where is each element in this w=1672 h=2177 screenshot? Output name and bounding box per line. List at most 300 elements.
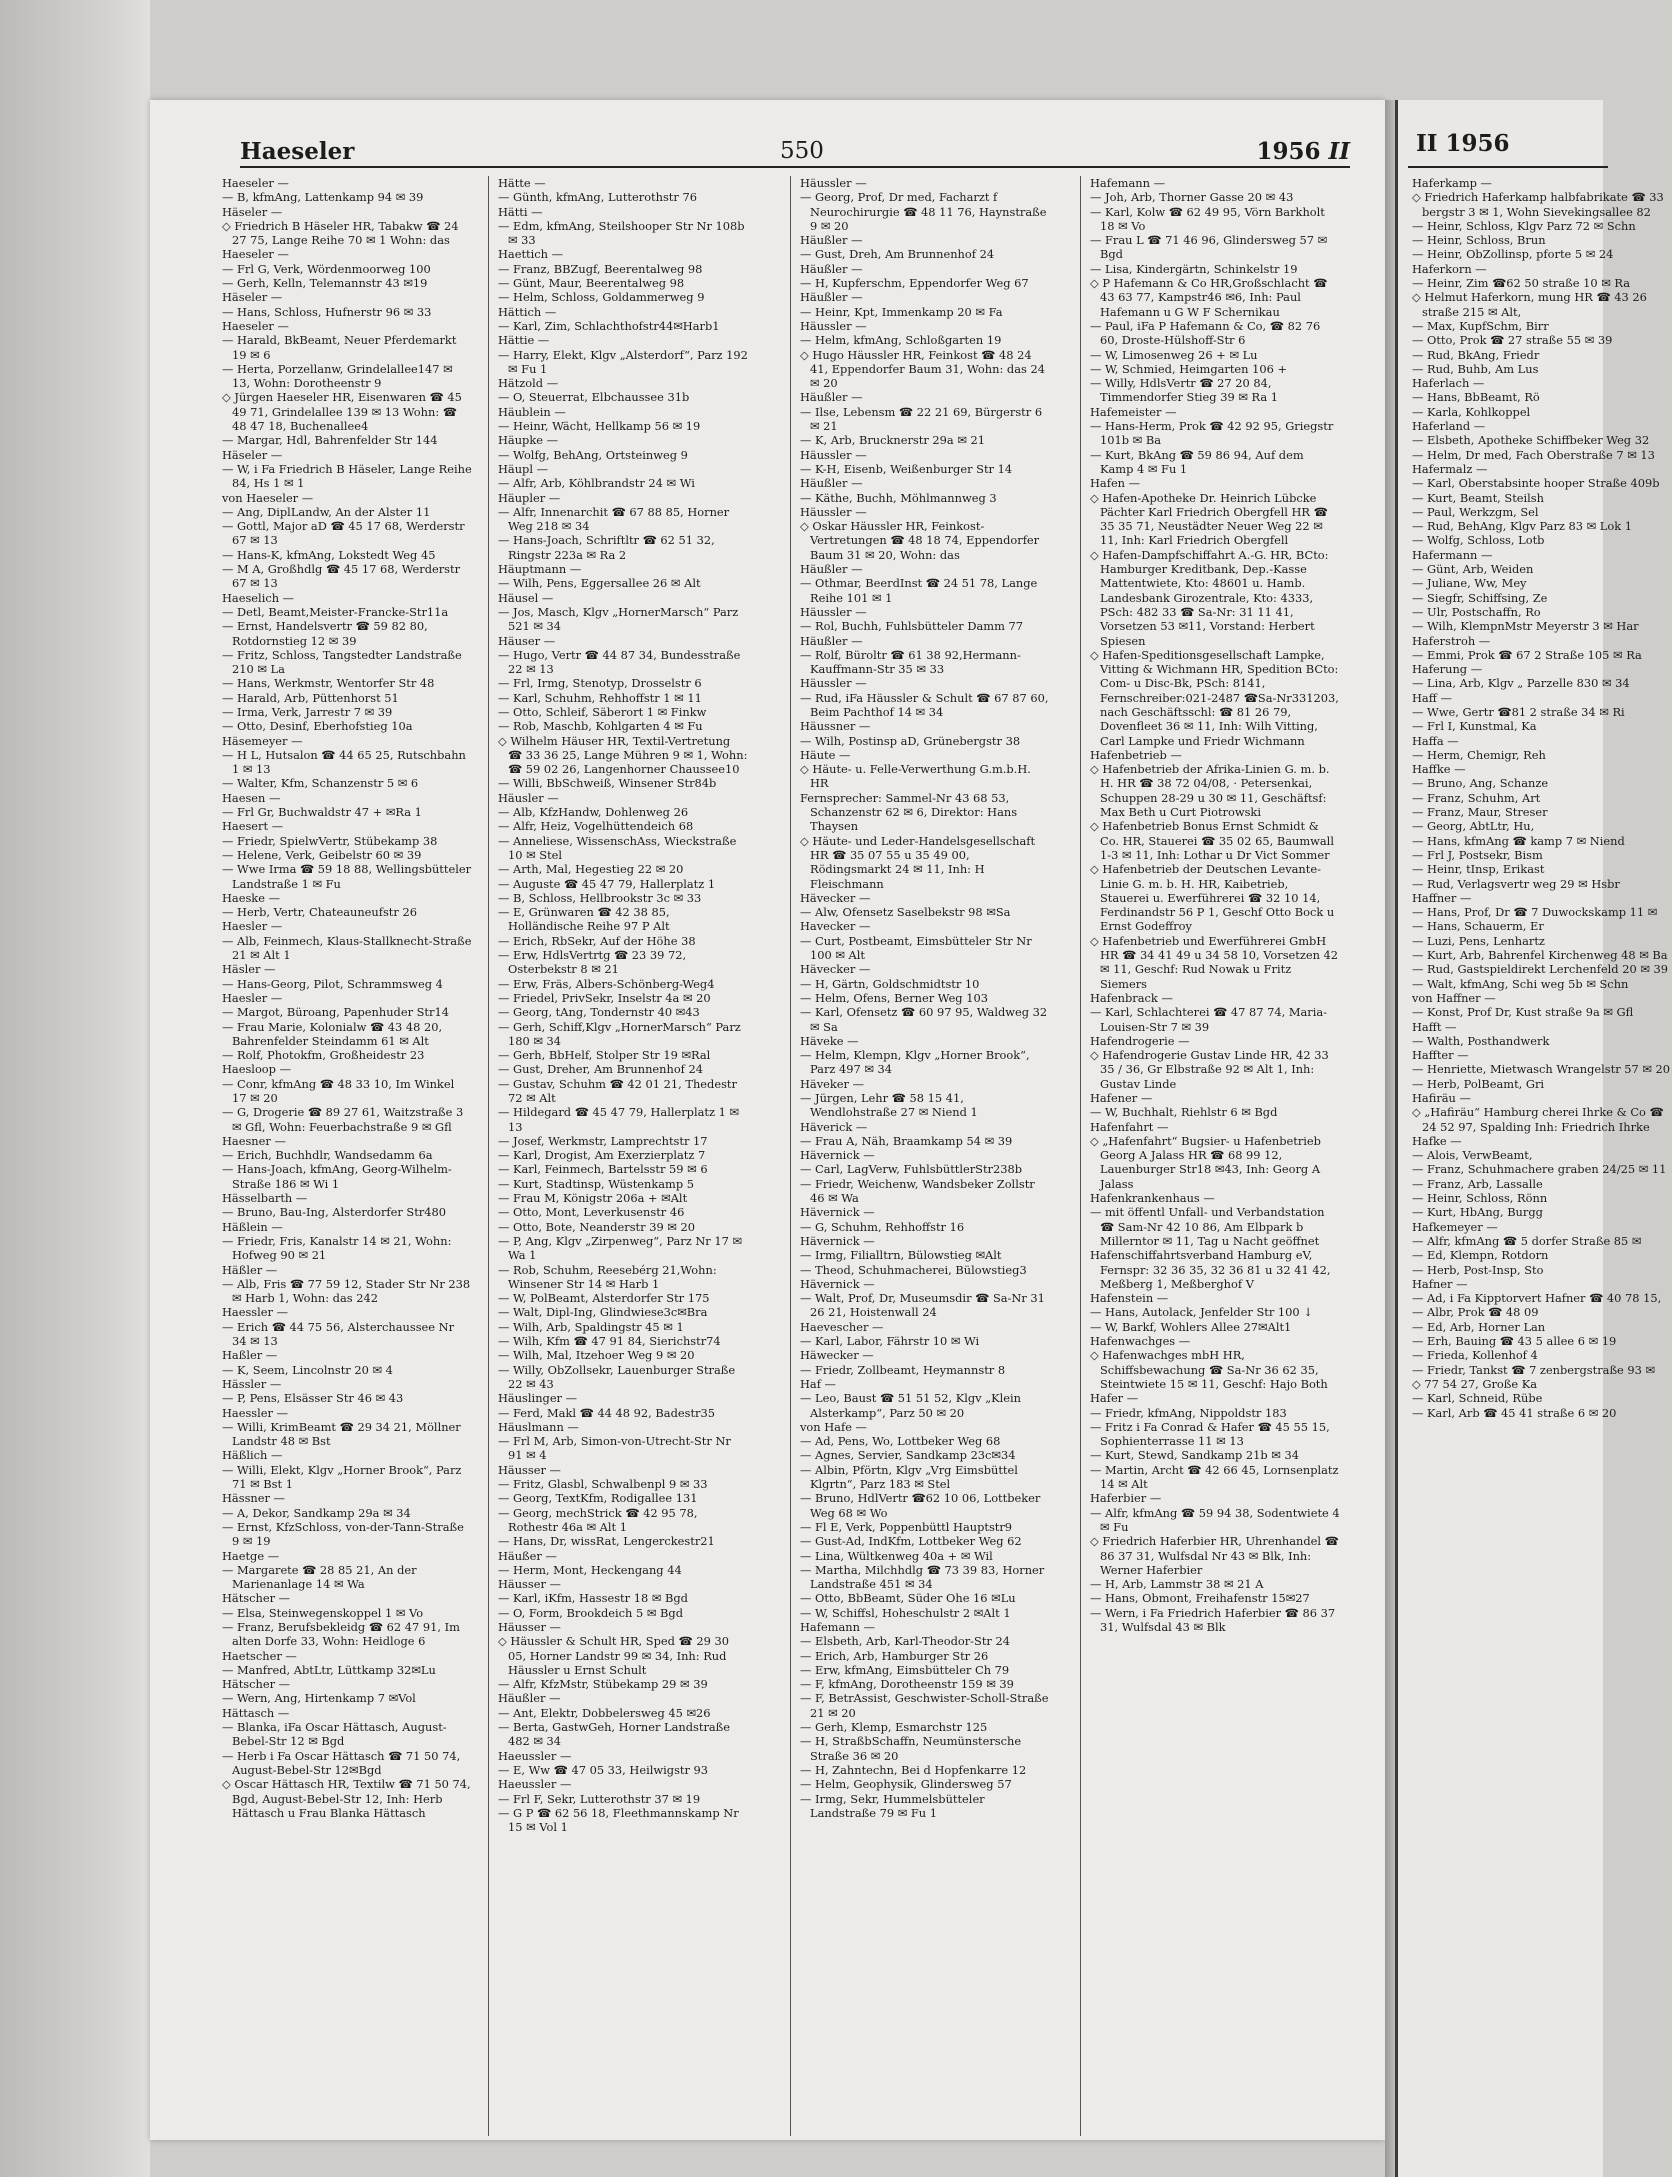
directory-entry: Hafemeister — xyxy=(1090,404,1177,419)
directory-entry: Hafendrogerie — xyxy=(1090,1033,1190,1048)
directory-entry: Hätte — xyxy=(498,176,546,190)
directory-entry: Haesner — xyxy=(222,1133,286,1148)
directory-entry: — Elsbeth, Arb, Karl-Theodor-Str 24 xyxy=(800,1634,1010,1649)
directory-entry: — Karl, Kolw ☎ 62 49 95, Vörn Barkholt 18 ✉ Vo xyxy=(1090,204,1325,233)
directory-entry: — Karl, Schuhm, Rehhoffstr 1 ✉ 11 xyxy=(498,690,702,705)
directory-entry: — F, kfmAng, Dorotheenstr 159 ✉ 39 xyxy=(800,1677,1014,1692)
directory-entry: — Karl, Labor, Fährstr 10 ✉ Wi xyxy=(800,1334,980,1349)
directory-entry: — Hans-Joach, kfmAng, Georg-Wilhelm-Straße 186 ✉ Wi 1 xyxy=(222,1162,452,1191)
directory-entry: — Friedr, Zollbeamt, Heymannstr 8 xyxy=(800,1362,1006,1377)
volume: II xyxy=(1328,138,1350,165)
directory-entry: — Karl, Schlachterei ☎ 47 87 74, Maria-Louisen-Str 7 ✉ 39 xyxy=(1090,1005,1328,1034)
directory-entry: — H, Kupferschm, Eppendorfer Weg 67 xyxy=(800,276,1029,291)
directory-entry: — Alb, Fris ☎ 77 59 12, Stader Str Nr 238 ✉ Harb 1, Wohn: das 242 xyxy=(222,1276,471,1306)
directory-entry: Häßlein — xyxy=(222,1219,283,1234)
directory-entry: Hässler — xyxy=(222,1376,282,1391)
directory-entry: — Henriette, Mietwasch Wrangelstr 57 ✉ 20 xyxy=(1412,1062,1671,1077)
directory-entry: Häußer — xyxy=(498,1548,557,1563)
directory-entry: — Alfr, Heiz, Vogelhüttendeich 68 xyxy=(498,819,694,834)
directory-entry: — F, BetrAssist, Geschwister-Scholl-Straße 21 ✉ 20 xyxy=(800,1691,1049,1720)
directory-entry: — Willi, Elekt, Klgv „Horner Brook“, Parz 71 ✉ Bst 1 xyxy=(222,1462,462,1492)
directory-entry: — Helm, Dr med, Fach Oberstraße 7 ✉ 13 xyxy=(1412,447,1655,462)
directory-entry: — Alb, KfzHandw, Dohlenweg 26 xyxy=(498,805,689,820)
directory-entry: — Erw, HdlsVertrtg ☎ 23 39 72, Osterbekstr 8 ✉ 21 xyxy=(498,948,687,977)
directory-entry: — Hans, Werkmstr, Wentorfer Str 48 xyxy=(222,676,435,691)
directory-entry: — K-H, Eisenb, Weißenburger Str 14 xyxy=(800,461,1013,476)
directory-entry: Häussler — xyxy=(800,604,867,619)
directory-entry: — H, Gärtn, Goldschmidtstr 10 xyxy=(800,976,980,991)
directory-entry: ◇ Hafenbetrieb der Afrika-Linien G. m. b. H. HR ☎ 38 72 04/08, · Petersenkai, Schuppen 28-29 u 30 ✉ 11, Geschäftsf: Max Beth u Curt Piotrowski xyxy=(1090,762,1330,820)
directory-entry: — Friedr, Fris, Kanalstr 14 ✉ 21, Wohn: Hofweg 90 ✉ 21 xyxy=(222,1233,452,1263)
directory-entry: — Herb, Vertr, Chateauneufstr 26 xyxy=(222,905,417,920)
directory-entry: — Georg, tAng, Tondernstr 40 ✉43 xyxy=(498,1005,700,1020)
directory-entry: — Rob, Maschb, Kohlgarten 4 ✉ Fu xyxy=(498,719,703,734)
directory-entry: — Theod, Schuhmacherei, Bülowstieg3 xyxy=(800,1262,1027,1277)
directory-entry: Haesert — xyxy=(222,819,284,834)
directory-column-2 xyxy=(498,176,748,2126)
directory-entry: — Rud, BkAng, Friedr xyxy=(1412,347,1540,362)
directory-entry: — Kurt, Arb, Bahrenfel Kirchenweg 48 ✉ Ba xyxy=(1412,948,1668,963)
directory-entry: — Curt, Postbeamt, Eimsbütteler Str Nr 100 ✉ Alt xyxy=(800,933,1032,963)
directory-entry: — Willy, HdlsVertr ☎ 27 20 84, Timmendorfer Stieg 39 ✉ Ra 1 xyxy=(1090,376,1278,405)
directory-entry: Hafke — xyxy=(1412,1133,1462,1148)
directory-entry: Haeselich — xyxy=(222,590,295,605)
directory-entry: — Helm, Schloss, Goldammerweg 9 xyxy=(498,290,705,305)
directory-entry: — Jos, Masch, Klgv „HornerMarsch“ Parz 521 ✉ 34 xyxy=(498,604,739,634)
directory-entry: Häveker — xyxy=(800,1076,864,1091)
directory-entry: ◇ Hafendrogerie Gustav Linde HR, 42 33 35 / 36, Gr Elbstraße 92 ✉ Alt 1, Inh: Gustav Linde xyxy=(1090,1048,1329,1091)
directory-entry: ◇ Wilhelm Häuser HR, Textil-Vertretung ☎ 33 36 25, Lange Mühren 9 ✉ 1, Wohn: ☎ 59 02 26, Langenhorner Chaussee10 xyxy=(498,733,748,777)
directory-entry: Haessler — xyxy=(222,1405,288,1420)
directory-entry: — Herta, Porzellanw, Grindelallee147 ✉ 13, Wohn: Dorotheenstr 9 xyxy=(222,361,453,391)
directory-entry: Häußler — xyxy=(800,390,863,405)
directory-entry: Hafermann — xyxy=(1412,547,1493,562)
directory-entry: — Paul, iFa P Hafemann & Co, ☎ 82 76 60, Droste-Hülshoff-Str 6 xyxy=(1090,318,1321,348)
directory-entry: Hävernick — xyxy=(800,1276,875,1291)
directory-entry: Häuslinger — xyxy=(498,1391,578,1406)
directory-entry: Haeseler — xyxy=(222,176,289,190)
directory-entry: — Wilh, Mal, Itzehoer Weg 9 ✉ 20 xyxy=(498,1348,695,1363)
directory-entry: Haferkamp — xyxy=(1412,176,1492,190)
directory-entry: — Erich, Arb, Hamburger Str 26 xyxy=(800,1648,989,1663)
directory-entry: Häwecker — xyxy=(800,1348,874,1363)
directory-entry: — H, Arb, Lammstr 38 ✉ 21 A xyxy=(1090,1577,1264,1592)
directory-entry: — Willy, ObZollsekr, Lauenburger Straße 22 ✉ 43 xyxy=(498,1362,736,1391)
directory-entry: Häussler — xyxy=(800,318,867,333)
directory-entry: Haffke — xyxy=(1412,762,1466,777)
directory-entry: — Erich ☎ 44 75 56, Alsterchaussee Nr 34 ✉ 13 xyxy=(222,1319,455,1349)
directory-entry: — Günt, Arb, Weiden xyxy=(1412,562,1534,577)
directory-entry: — Gerh, BbHelf, Stolper Str 19 ✉Ral xyxy=(498,1048,711,1063)
directory-entry: ◇ Hafenbetrieb der Deutschen Levante-Linie G. m. b. H. HR, Kaibetrieb, Stauerei u. Ewerführerei ☎ 32 10 14, Ferdinandstr 56 P 1, Geschf Otto Bock u Ernst Godeffroy xyxy=(1090,862,1335,934)
directory-entry: — Erich, RbSekr, Auf der Höhe 38 xyxy=(498,933,696,948)
directory-entry: — Herb, Post-Insp, Sto xyxy=(1412,1262,1544,1277)
directory-entry: — Helm, Klempn, Klgv „Horner Brook“, Parz 497 ✉ 34 xyxy=(800,1048,1030,1077)
page-number: 550 xyxy=(780,138,824,164)
directory-entry: — Ulr, Postschaffn, Ro xyxy=(1412,604,1541,619)
directory-entry: Hävernick — xyxy=(800,1233,875,1248)
directory-entry: — Fritz i Fa Conrad & Hafer ☎ 45 55 15, Sophienterrasse 11 ✉ 13 xyxy=(1090,1419,1330,1449)
directory-entry: Hafen — xyxy=(1090,476,1141,491)
directory-entry: Hävecker — xyxy=(800,962,871,977)
directory-entry: Haettich — xyxy=(498,247,563,262)
directory-entry: — Ang, DiplLandw, An der Alster 11 xyxy=(222,504,431,519)
directory-entry: Häussler — xyxy=(800,447,867,462)
directory-entry: — Irmg, Filialltrn, Bülowstieg ✉Alt xyxy=(800,1248,1002,1263)
directory-entry: ◇ Hafen-Speditionsgesellschaft Lampke, Vitting & Wichmann HR, Spedition BCto: Com- u Disc-Bk, PSch: 8141, Fernschreiber:021-2487 ☎Sa-Nr331203, nach Geschäftsschl: ☎ 81 26 79, Dovenfleet 36 ✉ 11, Inh: Wilh Vitting, Carl Lampke und Friedr Wichmann xyxy=(1090,647,1339,748)
directory-entry: — Leo, Baust ☎ 51 51 52, Klgv „Klein Alsterkamp“, Parz 50 ✉ 20 xyxy=(800,1391,1022,1420)
directory-entry: Häußler — xyxy=(800,633,863,648)
directory-entry: — Franz, Maur, Streser xyxy=(1412,805,1548,820)
directory-entry: Haf — xyxy=(800,1376,836,1391)
directory-entry: Haßler — xyxy=(222,1348,278,1363)
directory-entry: — Gerh, Kelln, Telemannstr 43 ✉19 xyxy=(222,276,428,291)
directory-entry: — Emmi, Prok ☎ 67 2 Straße 105 ✉ Ra xyxy=(1412,647,1642,662)
page-header xyxy=(240,130,1350,170)
directory-entry: Hässelbarth — xyxy=(222,1191,308,1206)
directory-entry: — Ad, i Fa Kipptorvert Hafner ☎ 40 78 15, xyxy=(1412,1291,1662,1306)
directory-entry: — Rolf, Photokfm, Großheidestr 23 xyxy=(222,1048,425,1063)
column-divider xyxy=(488,176,489,2136)
directory-entry: — Josef, Werkmstr, Lamprechtstr 17 xyxy=(498,1133,708,1148)
directory-entry: — Karl, Arb ☎ 45 41 straße 6 ✉ 20 xyxy=(1412,1405,1617,1420)
directory-entry: — H, StraßbSchaffn, Neumünstersche Straße 36 ✉ 20 xyxy=(800,1734,1022,1763)
directory-entry: — Ilse, Lebensm ☎ 22 21 69, Bürgerstr 6 ✉ 21 xyxy=(800,404,1043,434)
directory-entry: — Bruno, Bau-Ing, Alsterdorfer Str480 xyxy=(222,1205,446,1220)
directory-entry: — Helene, Verk, Geibelstr 60 ✉ 39 xyxy=(222,847,422,862)
directory-entry: — Franz, Schuhm, Art xyxy=(1412,790,1541,805)
directory-entry: ◇ Hafenbetrieb Bonus Ernst Schmidt & Co. HR, Stauerei ☎ 35 02 65, Baumwall 1-3 ✉ 11, Inh: Lothar u Dr Vict Sommer xyxy=(1090,819,1334,862)
directory-entry: — Frl J, Postsekr, Bism xyxy=(1412,847,1543,862)
directory-entry: — E, Ww ☎ 47 05 33, Heilwigstr 93 xyxy=(498,1762,709,1777)
adjacent-page xyxy=(1395,100,1671,2177)
directory-entry: — Walt, Prof, Dr, Museumsdir ☎ Sa-Nr 31 26 21, Hoistenwall 24 xyxy=(800,1291,1045,1320)
directory-entry: — Karl, iKfm, Hassestr 18 ✉ Bgd xyxy=(498,1591,688,1606)
directory-entry: — Herb, PolBeamt, Gri xyxy=(1412,1076,1545,1091)
directory-entry: Häußler — xyxy=(800,562,863,577)
directory-entry: — Erh, Bauing ☎ 43 5 allee 6 ✉ 19 xyxy=(1412,1334,1617,1349)
directory-entry: — Othmar, BeerdInst ☎ 24 51 78, Lange Reihe 101 ✉ 1 xyxy=(800,576,1038,605)
directory-entry: — Frau M, Königstr 206a + ✉Alt xyxy=(498,1191,688,1206)
directory-entry: — Auguste ☎ 45 47 79, Hallerplatz 1 xyxy=(498,876,716,891)
directory-entry: Hävernick — xyxy=(800,1148,875,1163)
directory-entry: ◇ Hafen-Apotheke Dr. Heinrich Lübcke Pächter Karl Friedrich Obergfell HR ☎ 35 35 71, Neustädter Neuer Weg 22 ✉ 11, Inh: Karl Friedrich Obergfell xyxy=(1090,490,1328,548)
directory-entry: — Karl, Zim, Schlachthofstr44✉Harb1 xyxy=(498,318,720,333)
directory-entry: — Hans, Dr, wissRat, Lengerckestr21 xyxy=(498,1534,715,1549)
directory-entry: ◇ Hafen-Dampfschiffahrt A.-G. HR, BCto: Hamburger Kreditbank, Dep.-Kasse Mattentwiete, Kto: 48601 u. Hamb. Landesbank Girozentrale, Kto: 4333, PSch: 482 33 ☎ Sa-Nr: 31 11 41, Vorsetzen 53 ✉11, Vorstand: Herbert Spiesen xyxy=(1090,547,1329,648)
directory-entry: — Edm, kfmAng, Steilshooper Str Nr 108b ✉ 33 xyxy=(498,218,745,248)
directory-entry: — Wilh, KlempnMstr Meyerstr 3 ✉ Har xyxy=(1412,619,1639,634)
directory-entry: Häseler — xyxy=(222,447,283,462)
directory-column-3 xyxy=(800,176,1050,2126)
directory-entry: Haetscher — xyxy=(222,1648,297,1663)
directory-entry: Hafkemeyer — xyxy=(1412,1219,1498,1234)
directory-entry: — Walter, Kfm, Schanzenstr 5 ✉ 6 xyxy=(222,776,419,791)
running-head-name: Haeseler xyxy=(240,138,355,165)
directory-entry: — Wwe, Gertr ☎81 2 straße 34 ✉ Ri xyxy=(1412,704,1625,719)
directory-entry: — Elsbeth, Apotheke Schiffbeker Weg 32 xyxy=(1412,433,1650,448)
directory-entry: ◇ Häute- u. Felle-Verwerthung G.m.b.H. HR xyxy=(800,762,1031,791)
directory-entry: — Otto, BbBeamt, Süder Ohe 16 ✉Lu xyxy=(800,1591,1016,1606)
directory-entry: — Joh, Arb, Thorner Gasse 20 ✉ 43 xyxy=(1090,190,1294,205)
directory-entry: — Rob, Schuhm, Reesebérg 21,Wohn: Winsener Str 14 ✉ Harb 1 xyxy=(498,1262,717,1291)
directory-entry: — Bruno, Ang, Schanze xyxy=(1412,776,1549,791)
directory-entry: — Wilh, Kfm ☎ 47 91 84, Sierichstr74 xyxy=(498,1334,721,1349)
directory-entry: — Elsa, Steinwegenskoppel 1 ✉ Vo xyxy=(222,1605,424,1620)
directory-entry: Häusser — xyxy=(498,1462,561,1477)
directory-entry: ◇ P Hafemann & Co HR,Großschlacht ☎ 43 63 77, Kampstr46 ✉6, Inh: Paul Hafemann u G W F Schernikau xyxy=(1090,276,1328,319)
directory-entry: — Ernst, Handelsvertr ☎ 59 82 80, Rotdornstieg 12 ✉ 39 xyxy=(222,619,428,648)
directory-entry: — Anneliese, WissenschAss, Wieckstraße 10 ✉ Stel xyxy=(498,833,737,862)
directory-entry: — O, Form, Brookdeich 5 ✉ Bgd xyxy=(498,1605,683,1620)
directory-entry: — Alfr, KfzMstr, Stübekamp 29 ✉ 39 xyxy=(498,1677,708,1692)
directory-entry: Hafenwachges — xyxy=(1090,1334,1191,1349)
directory-entry: Häveke — xyxy=(800,1033,859,1048)
directory-entry: Häverick — xyxy=(800,1119,868,1134)
directory-entry: — Albin, Pförtn, Klgv „Vrg Eimsbüttel Klgrtn“, Parz 183 ✉ Stel xyxy=(800,1462,1018,1492)
directory-entry: Hafenbrack — xyxy=(1090,990,1173,1005)
directory-entry: ◇ „Hafenfahrt“ Bugsier- u Hafenbetrieb Georg A Jalass HR ☎ 68 99 12, Lauenburger Str18 ✉43, Inh: Georg A Jalass xyxy=(1090,1133,1321,1191)
adjacent-page-header: II 1956 xyxy=(1416,130,1510,157)
directory-entry: — Kurt, Stewd, Sandkamp 21b ✉ 34 xyxy=(1090,1448,1299,1463)
directory-entry: — Luzi, Pens, Lenhartz xyxy=(1412,933,1545,948)
directory-entry: Hättasch — xyxy=(222,1705,290,1720)
directory-entry: — Irma, Verk, Jarrestr 7 ✉ 39 xyxy=(222,704,393,719)
directory-entry: — Alfr, Innenarchit ☎ 67 88 85, Horner Weg 218 ✉ 34 xyxy=(498,504,730,534)
directory-entry: — Franz, Schuhmachere graben 24/25 ✉ 11 xyxy=(1412,1162,1667,1177)
directory-entry: — W, i Fa Friedrich B Häseler, Lange Reihe 84, Hs 1 ✉ 1 xyxy=(222,461,472,491)
directory-entry: — Hans, kfmAng ☎ kamp 7 ✉ Niend xyxy=(1412,833,1625,848)
directory-entry: ◇ Jürgen Haeseler HR, Eisenwaren ☎ 45 49 71, Grindelallee 139 ✉ 13 Wohn: ☎ 48 47 18, Buchenallee4 xyxy=(222,390,462,434)
directory-entry: Häseler — xyxy=(222,204,283,219)
directory-entry: — Kurt, Beamt, Steilsh xyxy=(1412,490,1544,505)
directory-entry: — Wern, Ang, Hirtenkamp 7 ✉Vol xyxy=(222,1691,416,1706)
directory-entry: — Frl G, Verk, Wördenmoorweg 100 xyxy=(222,261,431,276)
directory-entry: — Jürgen, Lehr ☎ 58 15 41, Wendlohstraße 27 ✉ Niend 1 xyxy=(800,1091,978,1120)
directory-entry: Häupke — xyxy=(498,433,559,448)
directory-entry: — Hans-K, kfmAng, Lokstedt Weg 45 xyxy=(222,547,436,562)
directory-entry: — G P ☎ 62 56 18, Fleethmannskamp Nr 15 ✉ Vol 1 xyxy=(498,1805,739,1835)
directory-entry: — Hildegard ☎ 45 47 79, Hallerplatz 1 ✉ 13 xyxy=(498,1105,740,1134)
directory-entry: — Detl, Beamt,Meister-Francke-Str11a xyxy=(222,604,449,619)
directory-entry: Haessler — xyxy=(222,1305,288,1320)
directory-entry: — Rud, iFa Häussler & Schult ☎ 67 87 60, Beim Pachthof 14 ✉ 34 xyxy=(800,690,1049,719)
directory-entry: Haevescher — xyxy=(800,1319,884,1334)
directory-entry: — Hans, Prof, Dr ☎ 7 Duwockskamp 11 ✉ xyxy=(1412,905,1658,920)
directory-entry: — Willi, BbSchweiß, Winsener Str84b xyxy=(498,776,717,791)
directory-entry: Häußler — xyxy=(800,233,863,248)
directory-entry: — Juliane, Ww, Mey xyxy=(1412,576,1527,591)
directory-entry: — Wilh, Postinsp aD, Grünebergstr 38 xyxy=(800,733,1021,748)
directory-entry: ◇ Häute- und Leder-Handelsgesellschaft HR ☎ 35 07 55 u 35 49 00, Rödingsmarkt 24 ✉ 11, Inh: H Fleischmann xyxy=(800,833,1036,891)
directory-entry: — Heinr, ObZollinsp, pforte 5 ✉ 24 xyxy=(1412,247,1614,262)
directory-entry: — Käthe, Buchh, Möhlmannweg 3 xyxy=(800,490,997,505)
directory-entry: ◇ Friedrich B Häseler HR, Tabakw ☎ 24 27 75, Lange Reihe 70 ✉ 1 Wohn: das xyxy=(222,218,459,248)
directory-entry: Haesloop — xyxy=(222,1062,291,1077)
directory-entry: Hättie — xyxy=(498,333,550,348)
directory-entry: — Albr, Prok ☎ 48 09 xyxy=(1412,1305,1539,1320)
directory-entry: Haffner — xyxy=(1412,890,1472,905)
directory-entry: — Kurt, Stadtinsp, Wüstenkamp 5 xyxy=(498,1176,695,1191)
directory-entry: — Margar, Hdl, Bahrenfelder Str 144 xyxy=(222,433,438,448)
directory-entry: Häußler — xyxy=(800,290,863,305)
column-divider xyxy=(790,176,791,2136)
directory-entry: — Alfr, kfmAng ☎ 5 dorfer Straße 85 ✉ xyxy=(1412,1233,1642,1248)
directory-entry: — Georg, TextKfm, Rodigallee 131 xyxy=(498,1491,698,1506)
directory-entry: ◇ Friedrich Haferbier HR, Uhrenhandel ☎ 86 37 31, Wulfsdal Nr 43 ✉ Blk, Inh: Werner Haferbier xyxy=(1090,1534,1339,1577)
directory-entry: — Alfr, Arb, Köhlbrandstr 24 ✉ Wi xyxy=(498,476,695,491)
directory-entry: — Friedr, kfmAng, Nippoldstr 183 xyxy=(1090,1405,1287,1420)
directory-entry: — Rol, Buchh, Fuhlsbütteler Damm 77 xyxy=(800,619,1024,634)
directory-entry: — Arth, Mal, Hegestieg 22 ✉ 20 xyxy=(498,862,684,877)
directory-entry: — Rud, Verlagsvertr weg 29 ✉ Hsbr xyxy=(1412,876,1620,891)
directory-entry: — Kurt, BkAng ☎ 59 86 94, Auf dem Kamp 4 ✉ Fu 1 xyxy=(1090,447,1304,476)
directory-entry: — Franz, Berufsbekleidg ☎ 62 47 91, Im alten Dorfe 33, Wohn: Heidloge 6 xyxy=(222,1619,460,1649)
directory-entry: — Walt, kfmAng, Schi weg 5b ✉ Schn xyxy=(1412,976,1629,991)
directory-entry: — Fl E, Verk, Poppenbüttl Hauptstr9 xyxy=(800,1519,1013,1534)
directory-entry: — Rud, BehAng, Klgv Parz 83 ✉ Lok 1 xyxy=(1412,519,1632,534)
directory-entry: von Haffner — xyxy=(1412,990,1496,1005)
directory-entry: — G, Schuhm, Rehhoffstr 16 xyxy=(800,1219,965,1234)
directory-entry: Hävecker — xyxy=(800,890,871,905)
directory-entry: — Herm, Chemigr, Reh xyxy=(1412,747,1546,762)
directory-entry: — Kurt, HbAng, Burgg xyxy=(1412,1205,1543,1220)
directory-entry: — Otto, Schleif, Säberort 1 ✉ Finkw xyxy=(498,704,707,719)
directory-entry: — Lina, Arb, Klgv „ Parzelle 830 ✉ 34 xyxy=(1412,676,1630,691)
directory-entry: — G, Drogerie ☎ 89 27 61, Waitzstraße 3 ✉ Gfl, Wohn: Feuerbachstraße 9 ✉ Gfl xyxy=(222,1105,464,1134)
directory-entry: ◇ „Hafiräu“ Hamburg cherei Ihrke & Co ☎ 24 52 97, Spalding Inh: Friedrich Ihrke xyxy=(1412,1105,1664,1134)
directory-entry: ◇ 77 54 27, Große Ka xyxy=(1412,1376,1538,1391)
directory-entry: Häsemeyer — xyxy=(222,733,303,748)
directory-entry: Haeseler — xyxy=(222,318,289,333)
directory-entry: — Frl M, Arb, Simon-von-Utrecht-Str Nr 91 ✉ 4 xyxy=(498,1434,731,1463)
directory-entry: Haeussler — xyxy=(498,1777,572,1792)
directory-entry: — W, Buchhalt, Riehlstr 6 ✉ Bgd xyxy=(1090,1105,1278,1120)
directory-entry: Haesen — xyxy=(222,790,281,805)
directory-entry: — Margarete ☎ 28 85 21, An der Marienanlage 14 ✉ Wa xyxy=(222,1562,417,1592)
running-head-year xyxy=(1256,138,1350,165)
directory-entry: — Georg, Prof, Dr med, Facharzt f Neurochirurgie ☎ 48 11 76, Haynstraße 9 ✉ 20 xyxy=(800,190,1047,233)
directory-entry: — Karl, Oberstabsinte hooper Straße 409b xyxy=(1412,476,1660,491)
directory-entry: Haferland — xyxy=(1412,419,1486,434)
directory-entry: — Harry, Elekt, Klgv „Alsterdorf“, Parz 192 ✉ Fu 1 xyxy=(498,347,748,376)
directory-entry: — Günth, kfmAng, Lutterothstr 76 xyxy=(498,190,697,205)
directory-entry: Hafft — xyxy=(1412,1019,1457,1034)
directory-entry: — Konst, Prof Dr, Kust straße 9a ✉ Gfl xyxy=(1412,1005,1634,1020)
directory-entry: — W, Limosenweg 26 + ✉ Lu xyxy=(1090,347,1258,362)
directory-entry: — Hans-Herm, Prok ☎ 42 92 95, Griegstr 101b ✉ Ba xyxy=(1090,419,1334,448)
directory-entry: — Conr, kfmAng ☎ 48 33 10, Im Winkel 17 ✉ 20 xyxy=(222,1076,455,1105)
directory-entry: — Hans, BbBeamt, Rö xyxy=(1412,390,1540,405)
directory-entry: — Walth, Posthandwerk xyxy=(1412,1033,1550,1048)
directory-entry: Häuptmann — xyxy=(498,562,582,577)
directory-entry: Häseler — xyxy=(222,290,283,305)
directory-entry: Häßlich — xyxy=(222,1448,283,1463)
directory-entry: — A, Dekor, Sandkamp 29a ✉ 34 xyxy=(222,1505,411,1520)
directory-entry: Haff — xyxy=(1412,690,1452,705)
directory-entry: ◇ Friedrich Haferkamp halbfabrikate ☎ 33 bergstr 3 ✉ 1, Wohn Sievekingsallee 82 xyxy=(1412,190,1664,219)
directory-entry: — Gottl, Major aD ☎ 45 17 68, Werderstr 67 ✉ 13 xyxy=(222,519,465,548)
directory-entry: — Heinr, Kpt, Immenkamp 20 ✉ Fa xyxy=(800,304,1003,319)
directory-entry: — Heinr, tInsp, Erikast xyxy=(1412,862,1545,877)
directory-entry: Haeske — xyxy=(222,890,280,905)
directory-entry: Häsler — xyxy=(222,962,276,977)
directory-entry: Haferlach — xyxy=(1412,376,1485,391)
directory-entry: Hässner — xyxy=(222,1491,285,1506)
directory-entry: Haesler — xyxy=(222,990,283,1005)
directory-entry: — K, Seem, Lincolnstr 20 ✉ 4 xyxy=(222,1362,393,1377)
directory-entry: — Frl Gr, Buchwaldstr 47 + ✉Ra 1 xyxy=(222,805,422,820)
directory-entry: Häßler — xyxy=(222,1262,278,1277)
directory-entry: — Otto, Bote, Neanderstr 39 ✉ 20 xyxy=(498,1219,695,1234)
directory-entry: Havecker — xyxy=(800,919,871,934)
directory-column-4 xyxy=(1090,176,1340,2126)
directory-entry: — Helm, Geophysik, Glindersweg 57 xyxy=(800,1777,1012,1792)
directory-entry: — Fritz, Schloss, Tangstedter Landstraße 210 ✉ La xyxy=(222,647,462,677)
directory-entry: Häupl — xyxy=(498,461,549,476)
directory-entry: — Frieda, Kollenhof 4 xyxy=(1412,1348,1538,1363)
directory-entry: Häussler — xyxy=(800,676,867,691)
directory-entry: — Willi, KrimBeamt ☎ 29 34 21, Möllner Landstr 48 ✉ Bst xyxy=(222,1419,461,1449)
directory-entry: Häusler — xyxy=(498,790,559,805)
directory-entry: — Friedr, Weichenw, Wandsbeker Zollstr 46 ✉ Wa xyxy=(800,1176,1035,1206)
directory-entry: Häussner — xyxy=(800,719,871,734)
directory-entry: — Martin, Archt ☎ 42 66 45, Lornsenplatz 14 ✉ Alt xyxy=(1090,1462,1339,1492)
directory-entry: — Hans, Schauerm, Er xyxy=(1412,919,1544,934)
directory-entry: — Irmg, Sekr, Hummelsbütteler Landstraße 79 ✉ Fu 1 xyxy=(800,1791,985,1820)
directory-entry: ◇ Hafenwachges mbH HR, Schiffsbewachung ☎ Sa-Nr 36 62 35, Steintwiete 15 ✉ 11, Geschf: Hajo Both xyxy=(1090,1348,1328,1391)
directory-entry: — P, Ang, Klgv „Zirpenweg“, Parz Nr 17 ✉ Wa 1 xyxy=(498,1233,743,1263)
directory-entry: — H, Zahntechn, Bei d Hopfenkarre 12 xyxy=(800,1762,1027,1777)
directory-entry: — Wern, i Fa Friedrich Haferbier ☎ 86 37 31, Wulfsdal 43 ✉ Blk xyxy=(1090,1605,1336,1634)
directory-entry: — Siegfr, Schiffsing, Ze xyxy=(1412,590,1548,605)
directory-entry: — W, Schmied, Heimgarten 106 + xyxy=(1090,361,1288,376)
directory-entry: — Frau A, Näh, Braamkamp 54 ✉ 39 xyxy=(800,1133,1013,1148)
directory-entry: Häußler — xyxy=(800,476,863,491)
directory-entry: Hafiräu — xyxy=(1412,1091,1471,1105)
directory-entry: Häusel — xyxy=(498,590,554,605)
directory-entry: — B, kfmAng, Lattenkamp 94 ✉ 39 xyxy=(222,190,424,205)
directory-entry: ◇ Hugo Häussler HR, Feinkost ☎ 48 24 41, Eppendorfer Baum 31, Wohn: das 24 ✉ 20 xyxy=(800,347,1045,391)
directory-entry: Haferstroh — xyxy=(1412,633,1491,648)
directory-entry: — Fritz, Glasbl, Schwalbenpl 9 ✉ 33 xyxy=(498,1477,708,1492)
directory-entry: — Erw, Fräs, Albers-Schönberg-Weg4 xyxy=(498,976,715,991)
directory-entry: — Heinr, Schloss, Klgv Parz 72 ✉ Schn xyxy=(1412,218,1636,233)
directory-entry: — Max, KupfSchm, Birr xyxy=(1412,318,1549,333)
directory-entry: — Helm, Ofens, Berner Weg 103 xyxy=(800,990,988,1005)
directory-entry: Haferbier — xyxy=(1090,1491,1162,1506)
directory-entry: — mit öffentl Unfall- und Verbandstation ☎ Sam-Nr 42 10 86, Am Elbpark b Millerntor ✉ 11, Tag u Nacht geöffnet xyxy=(1090,1205,1325,1248)
directory-entry: Haffa — xyxy=(1412,733,1459,748)
directory-entry: — W, Schiffsl, Hoheschulstr 2 ✉Alt 1 xyxy=(800,1605,1011,1620)
directory-entry: — Alb, Feinmech, Klaus-Stallknecht-Straße 21 ✉ Alt 1 xyxy=(222,933,472,963)
directory-entry: — Hans, Schloss, Hufnerstr 96 ✉ 33 xyxy=(222,304,432,319)
directory-entry: — Hans, Obmont, Freihafenstr 15✉27 xyxy=(1090,1591,1310,1606)
directory-entry: — Heinr, Wächt, Hellkamp 56 ✉ 19 xyxy=(498,419,701,434)
directory-entry: Hättich — xyxy=(498,304,557,319)
directory-entry: — B, Schloss, Hellbrookstr 3c ✉ 33 xyxy=(498,890,702,905)
directory-entry: Hafenkrankenhaus — xyxy=(1090,1191,1215,1206)
directory-entry: — Alw, Ofensetz Saselbekstr 98 ✉Sa xyxy=(800,905,1011,920)
directory-entry: Haferkorn — xyxy=(1412,261,1487,276)
directory-entry: — Hans-Georg, Pilot, Schrammsweg 4 xyxy=(222,976,443,991)
directory-entry: — Otto, Prok ☎ 27 straße 55 ✉ 39 xyxy=(1412,333,1613,348)
directory-entry: Hätzold — xyxy=(498,376,559,391)
directory-entry: — Martha, Milchhdlg ☎ 73 39 83, Horner Landstraße 451 ✉ 34 xyxy=(800,1562,1045,1592)
directory-entry: — Lina, Wültkenweg 40a + ✉ Wil xyxy=(800,1548,993,1563)
directory-entry: Hafenstein — xyxy=(1090,1291,1169,1306)
directory-entry: von Hafe — xyxy=(800,1419,867,1434)
